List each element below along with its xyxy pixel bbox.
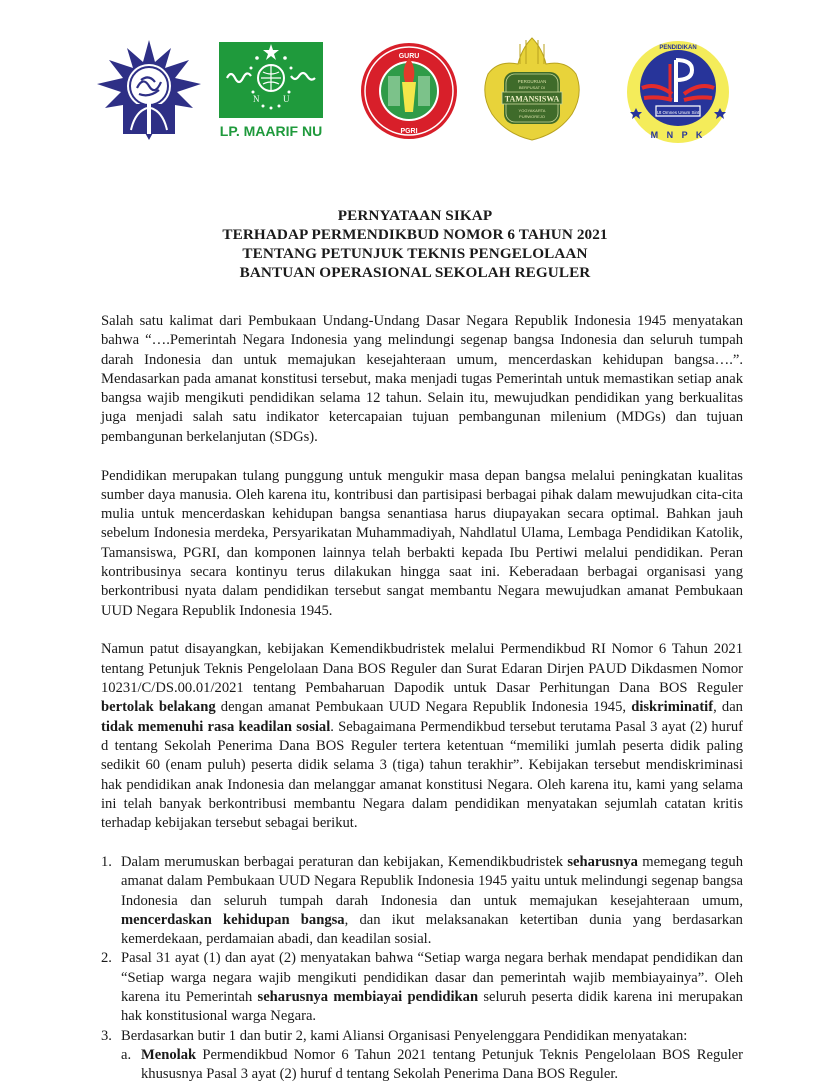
text-span: Berdasarkan butir 1 dan butir 2, kami Aliansi Organisasi Penyelenggara Pendidikan menyatakan: xyxy=(121,1027,688,1044)
svg-text:TAMANSISWA: TAMANSISWA xyxy=(504,94,560,104)
bold-text: bertolak belakang xyxy=(101,699,216,716)
list-item-2 xyxy=(101,949,743,1026)
list-number: 2. xyxy=(101,950,112,967)
svg-text:M N P K: M N P K xyxy=(650,130,706,140)
bold-text: tidak memenuhi rasa keadilan sosial xyxy=(101,718,331,735)
document-title xyxy=(0,206,830,282)
bold-text: Menolak xyxy=(141,1046,197,1063)
list-number: 1. xyxy=(101,853,112,870)
list-item-1 xyxy=(101,853,743,949)
list-number: 3. xyxy=(101,1027,112,1044)
svg-text:LP. MAARIF NU: LP. MAARIF NU xyxy=(219,123,323,139)
text-span: Pasal 31 ayat (1) dan ayat (2) menyatakan bahwa “Setiap warga negara berhak mendapat pendidikan dan “Setiap warga negara wajib mengikuti pendidikan dasar dan pemerintah wajib membiayainya”. Oleh karena itu Pemerintah xyxy=(121,950,743,1005)
nu-letter-n: N xyxy=(253,94,260,104)
text-span: Namun patut disayangkan, kebijakan Kemendikbudristek melalui Permendikbud RI Nomor 6 Tahun 2021 tentang Petunjuk Teknis Pengelolaan Dana BOS Reguler dan Surat Edaran Dirjen PAUD Dikdasmen Nomor 10231/C/DS.00.01/2021 tentang Pembaharuan Dapodik untuk Dasar Perhitungan Dana BOS Reguler xyxy=(101,641,743,697)
sub-list-letter: a. xyxy=(121,1046,132,1063)
text-span: memegang teguh amanat dalam Pembukaan UUD Negara Republik Indonesia 1945 yaitu untuk melindungi segenap bangsa Indonesia dan seluruh tumpah darah Indonesia dan untuk memajukan kesejahteraan umum, xyxy=(121,853,743,909)
paragraph-1: Salah satu kalimat dari Pembukaan Undang-Undang Dasar Negara Republik Indonesia 1945 menyatakan bahwa “….Pemerintah Negara Indonesia yang melindungi segenap bangsa Indonesia dan seluruh tumpah darah Indonesia dan untuk memajukan kesejahteraan umum, mencerdaskan kehidupan bangsa….”. Mendasarkan pada amanat konstitusi tersebut, maka menjadi tugas Pemerintah untuk memastikan setiap anak bangsa wajib mengikuti pendidikan selama 12 tahun. Selain itu, mewujudkan pendidikan yang berkualitas juga menjadi salah satu indikator ketercapaian tujuan pembangunan milenium (MDGs) dan tujuan pembangunan berkelanjutan (SDGs). xyxy=(101,313,743,445)
svg-text:BERPUSAT DI: BERPUSAT DI xyxy=(518,85,546,90)
bold-text: diskriminatif xyxy=(631,699,714,716)
bold-text: seharusnya membiayai pendidikan xyxy=(257,989,479,1005)
numbered-list xyxy=(101,853,743,1084)
text-span: , dan ikut melaksanakan ketertiban dunia yang berdasarkan kemerdekaan, perdamaian abadi, dan keadilan sosial. xyxy=(121,911,743,948)
title-line-3: TENTANG PETUNJUK TEKNIS PENGELOLAAN xyxy=(242,245,588,262)
svg-text:YOGYAKARTA: YOGYAKARTA xyxy=(518,108,546,113)
svg-text:Ut Omnes Unum Sint: Ut Omnes Unum Sint xyxy=(656,110,700,115)
document-body xyxy=(101,312,743,1084)
mnpk-logo xyxy=(626,40,730,144)
list-item-3 xyxy=(101,1027,743,1084)
text-span: dengan amanat Pembukaan UUD Negara Republik Indonesia 1945, xyxy=(215,699,632,716)
paragraph-2: Pendidikan merupakan tulang punggung untuk mengukir masa depan bangsa melalui peningkatan kualitas sumber daya manusia. Oleh karena itu, kontribusi dan partisipasi berbagai pihak dalam mewujudkan cita-cita mulia untuk mencerdaskan kehidupan bangsa senantiasa harus diupayakan secara optimal. Bahkan jauh sebelum Indonesia merdeka, Persyarikatan Muhammadiyah, Nahdlatul Ulama, Lembaga Pendidikan Katolik, Tamansiswa, PGRI, dan komponen lainnya telah berbakti kepada Ibu Pertiwi melalui pendidikan. Peran kontribusinya secara kontinyu terus dilakukan hingga saat ini. Keberadaan berbagai organisasi yang berkontribusi nyata dalam pendidikan tersebut sangat membantu Negara mewujudkan amanat Pembukaan UUD Negara Republik Indonesia 1945. xyxy=(101,467,743,619)
svg-text:PURWOREJO: PURWOREJO xyxy=(519,114,545,119)
text-span: , dan xyxy=(713,699,743,716)
svg-text:PERGURUAN: PERGURUAN xyxy=(517,79,547,84)
text-span: seluruh peserta didik karena ini merupakan hak konstitusional warga Negara. xyxy=(121,989,743,1025)
pgri-logo xyxy=(360,42,458,140)
title-line-4: BANTUAN OPERASIONAL SEKOLAH REGULER xyxy=(239,264,591,281)
title-line-1: PERNYATAAN SIKAP xyxy=(337,207,493,224)
logo-row xyxy=(0,36,830,146)
paragraph-3 xyxy=(101,640,743,833)
maarif-nu-logo xyxy=(217,42,325,140)
bold-text: seharusnya xyxy=(567,853,638,870)
svg-text:GURU: GURU xyxy=(398,53,420,60)
title-line-2: TERHADAP PERMENDIKBUD NOMOR 6 TAHUN 2021 xyxy=(222,226,608,243)
text-span: Dalam merumuskan berbagai peraturan dan kebijakan, Kemendikbudristek xyxy=(121,853,568,870)
text-span: . Sebagaimana Permendikbud tersebut terutama Pasal 3 ayat (2) huruf d tentang Sekolah Penerima Dana BOS Reguler tertera ketentuan “memiliki jumlah peserta didik paling sedikit 60 (enam puluh) peserta didik selama 3 (tiga) tahun terakhir”. Kebijakan tersebut mendiskriminasi hak pendidikan anak Indonesia dan melanggar amanat konstitusi Negara. Oleh karena itu, kami yang selama ini telah banyak berkontribusi membantu Negara dalam pendidikan menyatakan sejumlah catatan kritis terhadap kebijakan tersebut sebagai berikut. xyxy=(101,718,744,832)
bold-text: mencerdaskan kehidupan bangsa xyxy=(121,911,345,928)
text-span: Permendikbud Nomor 6 Tahun 2021 tentang Petunjuk Teknis Pengelolaan BOS Reguler khususnya Pasal 3 ayat (2) huruf d tentang Sekolah Penerima Dana BOS Reguler. xyxy=(141,1046,743,1083)
tamansiswa-logo xyxy=(480,36,584,142)
svg-text:PENDIDIKAN: PENDIDIKAN xyxy=(659,45,697,51)
sub-item-a xyxy=(121,1046,743,1084)
svg-text:PGRI: PGRI xyxy=(400,128,418,135)
nu-letter-u: U xyxy=(283,94,290,104)
muhammadiyah-logo xyxy=(97,40,201,140)
